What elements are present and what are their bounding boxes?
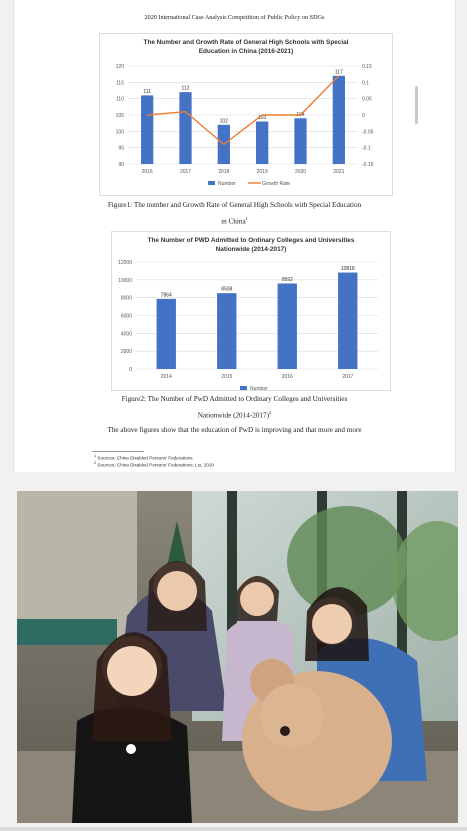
figure-1-caption-line-1: Figure1: The number and Growth Rate of General High Schools with Special Education: [107, 201, 362, 209]
figure-1-footnote-ref[interactable]: 1: [245, 216, 248, 221]
x-tick-label: 2014: [160, 374, 172, 380]
face: [312, 604, 352, 644]
teddy-bear-nose: [280, 726, 290, 736]
y2-tick-label: -0.05: [362, 129, 374, 136]
figure-1-caption-line-2: in China$^1$: [221, 216, 248, 226]
legend-label: Growth Rate: [262, 181, 291, 187]
chart-2-svg: [112, 232, 390, 390]
y-tick-label: 8000: [120, 295, 132, 302]
group-photo-illustration: [17, 491, 458, 823]
chart-1-svg: [100, 34, 392, 195]
chart-pwd-admitted: [111, 231, 391, 391]
y-tick-label: 12000: [118, 260, 132, 266]
y-tick-label: 0: [129, 367, 132, 373]
ceiling-area: [17, 491, 137, 641]
document-page: [13, 0, 456, 472]
x-tick-label: 2017: [342, 374, 354, 380]
y2-tick-label: 0: [362, 113, 365, 119]
y-tick-label: 10000: [118, 277, 132, 284]
flower-brooch: [126, 744, 136, 754]
body-paragraph: The above figures show that the education of PwD is improving and that more and more: [107, 426, 362, 434]
y2-tick-label: 0.05: [362, 96, 372, 103]
y2-tick-label: 0.1: [362, 80, 369, 87]
y-tick-label: 120: [115, 64, 124, 70]
y2-tick-label: -0.15: [362, 162, 374, 168]
y-tick-label: 2000: [120, 349, 132, 356]
y-tick-label: 95: [118, 145, 124, 152]
y-tick-label: 4000: [120, 331, 132, 338]
figure-2-caption: [14, 392, 455, 422]
bar: [217, 293, 236, 369]
bar: [157, 299, 176, 369]
y-tick-label: 110: [116, 96, 124, 103]
y2-tick-label: -0.1: [362, 145, 371, 152]
x-tick-label: 2020: [294, 169, 307, 175]
bar: [278, 283, 297, 369]
figure-2-footnote-ref[interactable]: 2: [269, 410, 272, 415]
data-label: 10818: [340, 266, 355, 273]
face: [157, 571, 197, 611]
growth-rate-line: [147, 76, 339, 145]
x-tick-label: 2019: [256, 169, 268, 175]
scrollbar-thumb[interactable]: [415, 86, 418, 124]
figure-1-caption: [14, 198, 455, 228]
data-label: 117: [334, 69, 343, 76]
bottom-scroll-area[interactable]: [0, 827, 467, 831]
x-tick-label: 2021: [333, 169, 345, 175]
data-label: 112: [181, 85, 190, 92]
teddy-bear-head: [260, 684, 324, 748]
footnote-2: $^2$ Sources: China Disabled Persons' Federations; Liu, 2020: [94, 461, 214, 468]
bar: [333, 76, 345, 164]
data-label: 8508: [221, 286, 233, 293]
y-tick-label: 90: [118, 162, 124, 168]
x-tick-label: 2018: [218, 169, 230, 175]
footnote-1: $^1$ Sources: China Disabled Persons' Federations: [94, 454, 193, 461]
bar: [179, 92, 191, 164]
data-label: 9592: [281, 276, 293, 283]
x-tick-label: 2015: [221, 374, 233, 380]
data-label: 7864: [160, 292, 172, 299]
chart-title-line: The Number of PWD Admitted to Ordinary Colleges and Universities: [147, 237, 355, 244]
face: [240, 582, 274, 616]
bar: [141, 95, 153, 164]
legend-swatch: [240, 386, 247, 390]
bar: [256, 122, 268, 164]
bar: [294, 118, 306, 164]
group-photo: [17, 491, 458, 823]
face: [107, 646, 157, 696]
y-tick-label: 100: [115, 129, 124, 136]
chart-title-line: Nationwide (2014-2017): [215, 246, 287, 253]
counter-panel: [17, 619, 117, 645]
figure-2-caption-line-1: Figure2: The Number of PwD Admitted to Ordinary Colleges and Universities: [121, 395, 348, 403]
data-label: 102: [219, 118, 229, 125]
y-tick-label: 105: [115, 113, 124, 119]
bar: [338, 273, 357, 369]
data-label: 111: [143, 88, 151, 95]
chart-title-line: Education in China (2016-2021): [198, 48, 294, 55]
x-tick-label: 2016: [141, 169, 153, 175]
chart-title-line: The Number and Growth Rate of General High Schools with Special: [143, 39, 349, 46]
footnote-divider: [92, 451, 144, 452]
data-label: 104: [296, 111, 305, 118]
chart-general-high-schools: [99, 33, 393, 196]
y-tick-label: 6000: [120, 313, 132, 320]
x-tick-label: 2016: [281, 374, 293, 380]
y2-tick-label: 0.15: [362, 64, 372, 70]
figure-2-caption-line-2: Nationwide (2014-2017)$^2$: [197, 410, 272, 420]
legend-label: Number: [250, 386, 268, 390]
y-tick-label: 115: [116, 80, 124, 87]
legend-label: Number: [218, 181, 236, 187]
data-label: 103: [257, 115, 267, 122]
x-tick-label: 2017: [179, 169, 192, 175]
page-header: 2020 International Case Analysis Competition of Public Policy on SDGs: [144, 14, 325, 21]
legend-swatch: [208, 181, 215, 185]
